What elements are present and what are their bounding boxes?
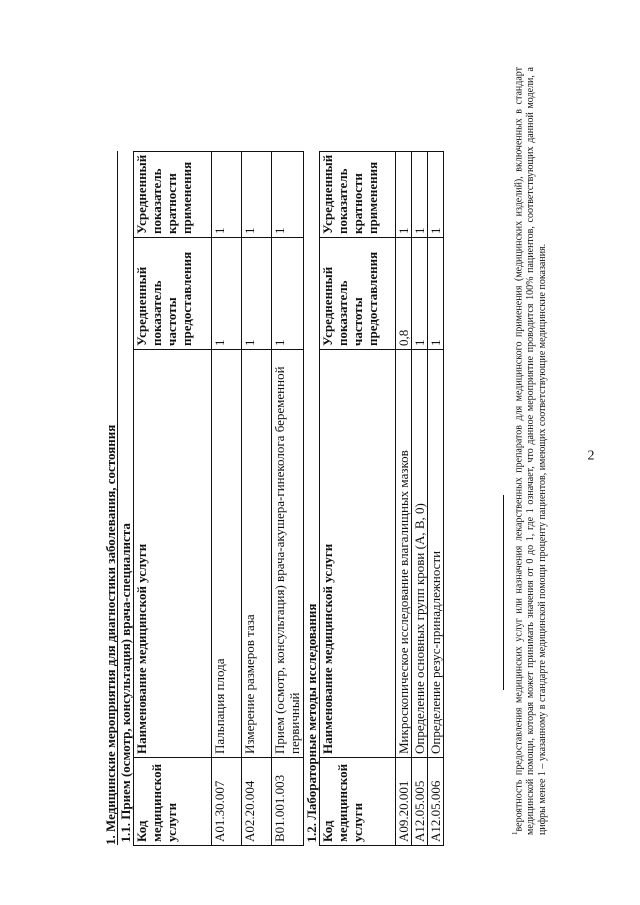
table-header-row: [134, 151, 212, 845]
service-code: A12.05.006: [428, 758, 444, 846]
header-multiplicity: Усредненный показатель кратности применения: [320, 151, 396, 237]
service-name: Определение резус-принадлежности: [428, 350, 444, 758]
subsection-1-1-title: 1.1. Прием (осмотр, консультация) врача-специалиста: [118, 151, 134, 845]
table-header-row: [320, 151, 396, 845]
service-name: Измерение размеров таза: [242, 350, 272, 758]
page-number: 2: [587, 448, 595, 464]
table-row: [272, 151, 304, 845]
footnote-divider: [503, 495, 504, 690]
service-multiplicity: 1: [396, 151, 412, 237]
header-multiplicity: Усредненный показатель кратности применения: [134, 151, 212, 237]
table-row: [212, 151, 242, 845]
footnote: [509, 67, 549, 835]
service-multiplicity: 1: [272, 151, 304, 237]
header-frequency: Усредненный показатель частоты предоставления: [134, 238, 212, 350]
service-frequency: 1: [212, 238, 242, 350]
service-name: Пальпация плода: [212, 350, 242, 758]
services-table: [117, 151, 444, 846]
service-frequency: 1: [242, 238, 272, 350]
section-title: 1. Медицинские мероприятия для диагностики заболевания, состояния: [103, 424, 118, 845]
service-frequency: 1: [412, 238, 428, 350]
service-code: A09.20.001: [396, 758, 412, 846]
service-frequency: 1: [272, 238, 304, 350]
header-frequency: Усредненный показатель частоты предоставления: [320, 238, 396, 350]
service-frequency: 1: [428, 238, 444, 350]
service-multiplicity: 1: [412, 151, 428, 237]
table-row: [396, 151, 412, 845]
service-multiplicity: 1: [212, 151, 242, 237]
subsection-1-2-title: 1.2. Лабораторные методы исследования: [304, 151, 320, 845]
service-code: B01.001.003: [272, 758, 304, 846]
service-multiplicity: 1: [242, 151, 272, 237]
footnote-text: вероятность предоставления медицинских услуг или назначения лекарственных препаратов для медицинского применения (медицинских изделий), включенных в стандарт медицинской помощи, которая может принимать значения от 0 до 1, где 1 означает, что данное мероприятие проводится 100% пациентов, соответствующих данной модели, а цифры менее 1 – указанному в стандарте медицинской помощи проценту пациентов, имеющих соответствующие медицинские показания.: [513, 67, 549, 835]
service-code: A01.30.007: [212, 758, 242, 846]
service-multiplicity: 1: [428, 151, 444, 237]
service-name: Прием (осмотр, консультация) врача-акушера-гинеколога беременной первичный: [272, 350, 304, 758]
service-code: A12.05.005: [412, 758, 428, 846]
service-name: Определение основных групп крови (A, B, 0): [412, 350, 428, 758]
service-name: Микроскопическое исследование влагалищных мазков: [396, 350, 412, 758]
header-name: Наименование медицинской услуги: [134, 350, 212, 758]
service-code: A02.20.004: [242, 758, 272, 846]
footnote-marker: 1: [511, 831, 519, 835]
table-row: [412, 151, 428, 845]
header-code: Код медицинской услуги: [134, 758, 212, 846]
header-name: Наименование медицинской услуги: [320, 350, 396, 758]
table-row: [428, 151, 444, 845]
header-code: Код медицинской услуги: [320, 758, 396, 846]
table-row: [242, 151, 272, 845]
service-frequency: 0,8: [396, 238, 412, 350]
